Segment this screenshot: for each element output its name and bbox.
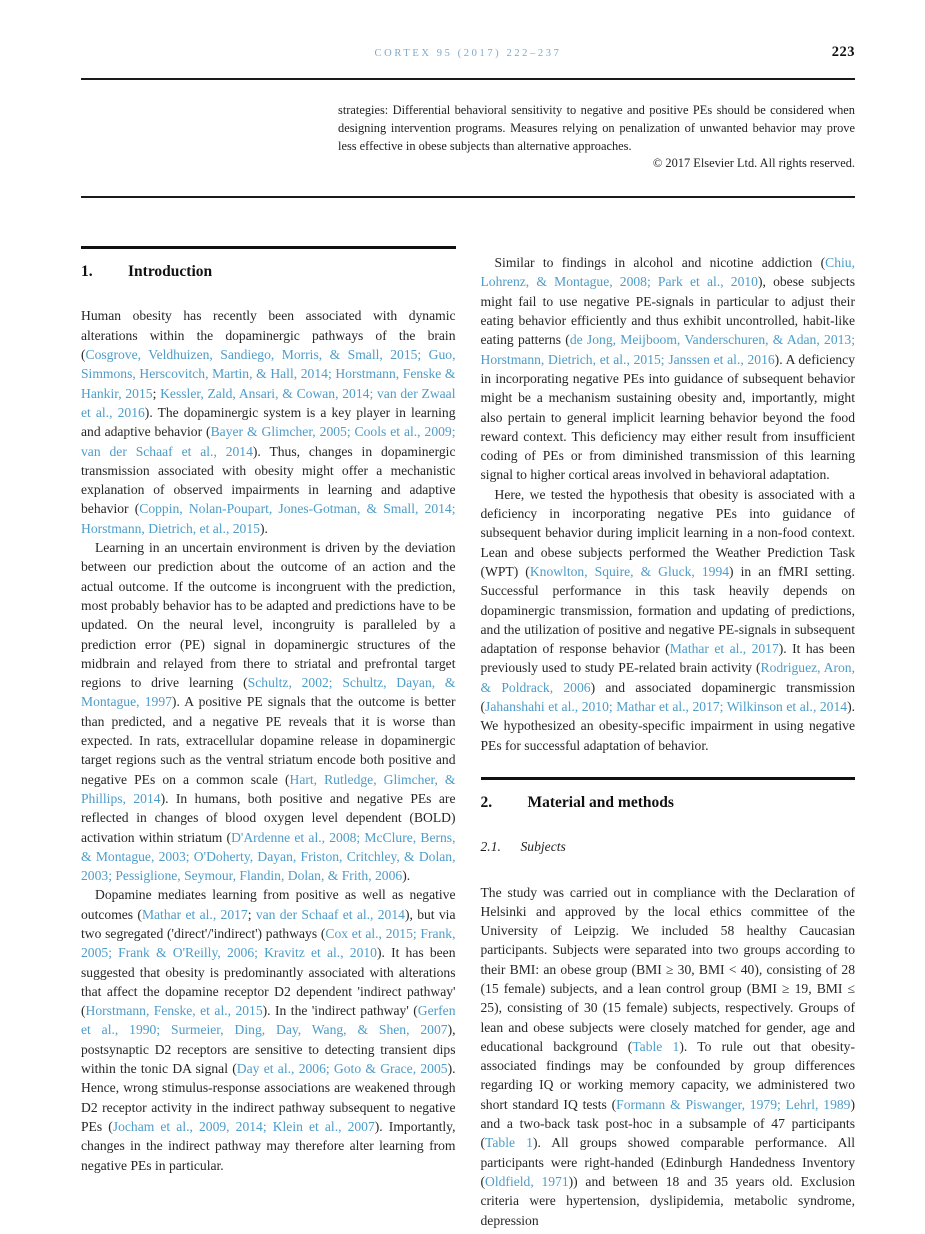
citation-link[interactable]: Mathar et al., 2017 [141,906,248,922]
paragraph [81,885,456,1174]
page-header [81,44,855,64]
section-title: Material and methods [527,793,674,811]
page-number: 223 [831,44,855,60]
section-title: Introduction [128,263,213,281]
citation-link[interactable]: de Jong, Meijboom, Vanderschuren, & Adan, 2013; Horstmann, Dietrich, et al., 2015; Janssen et al., 2016 [480,332,855,367]
text-run: The study was carried out in compliance with the Declaration of Helsinki and approved by the local ethics committee of the University of Leipzig. We included 58 healthy Caucasian participants. Subjects were separated into two groups according to their BMI: an obese group (BMI ≥ 30, BMI < 40), consisting of 28 (15 female) subjects, and a lean control group (BMI ≥ 19, BMI ≤ 25), consisting of 30 (15 female) subjects, respectively. Groups of lean and obese subjects were closely matched for gender, age and educational background ( [480,884,855,1054]
text-run: ). Thus, changes in dopaminergic transmission associated with obesity might offer a mechanistic explanation of observed impairments in learning and adaptive behavior ( [81,443,456,517]
section-number: 2.1. [480,839,501,855]
abstract-text: strategies: Differential behavioral sensitivity to negative and positive PEs should be considered when designing intervention programs. Measures relying on penalization of unwanted behavior may prove less effective in obese subjects than alternative approaches. [338,103,855,153]
citation-link[interactable]: Hart, Rutledge, Glimcher, & Phillips, 2014 [81,771,456,806]
text-run: ; [152,385,161,401]
paragraph [481,883,856,1230]
paragraph [81,306,456,538]
citation-link[interactable]: van der Schaaf et al., 2014 [255,906,405,922]
text-run: ). [402,868,411,884]
text-run: ). [259,520,268,536]
section-number: 1. [81,263,93,281]
abstract-rule [81,196,855,198]
text-run: ) and associated dopaminergic transmission ( [480,679,855,715]
text-run: ). A positive PE signals that the outcome is better than predicted, and a negative PE reveals that it is worse than expected. In rats, extracellular dopamine release in dopaminergic target regions such as the ventral striatum encode both positive and negative PEs on a common scale ( [81,694,456,787]
left-column [81,246,456,1175]
paragraph [481,485,856,755]
text-run: ), obese subjects might fail to use negative PE-signals in particular to adjust their eating behavior efficiently and thus exhibit uncontrolled, habit-like eating patterns ( [480,274,856,348]
citation-link[interactable]: Horstmann, Fenske, et al., 2015 [85,1003,263,1019]
text-run: ). To rule out that obesity-associated findings may be confounded by group differences regarding IQ or working memory capacity, we administered two short standard IQ tests ( [480,1038,855,1112]
text-run: ). A deficiency in incorporating negative PEs into guidance of subsequent behavior might be a mechanism sustaining obesity and, importantly, might also pertain to general implicit learning behavior beyond the food reward context. This deficiency may either result from insufficient coding of PEs or from diminished transmission of this learning signal to higher cortical areas involved in behavioral adaptation. [480,351,855,483]
text-run: ). In humans, both positive and negative PEs are reflected in changes of blood oxygen level dependent (BOLD) activation within striatum ( [81,790,456,845]
citation-link[interactable]: Cox et al., 2015; Frank, 2005; Frank & O'Reilly, 2006; Kravitz et al., 2010 [81,925,456,961]
citation-link[interactable]: Kessler, Zald, Ansari, & Cowan, 2014; van der Zwaal et al., 2016 [81,385,456,420]
text-run: ). Importantly, changes in the indirect pathway may therefore alter learning from negative PEs in particular. [81,1118,456,1173]
text-run: ). In the 'indirect pathway' ( [262,1003,418,1019]
citation-link[interactable]: Table 1 [485,1135,533,1151]
text-run: Learning in an uncertain environment is driven by the deviation between our prediction about the outcome of an action and the actual outcome. If the outcome is incongruent with the prediction, most probably behavior has to be adapted and predictions have to be updated. On the neural level, incongruity is paralleled by a prediction error (PE) signal in dopaminergic structures of the midbrain and relayed from there to striatal and prefrontal target regions to drive learning ( [81,540,456,691]
text-run: ). We hypothesized an obesity-specific impairment in using negative PEs for successful adaptation of behavior. [480,699,855,753]
text-run: Dopamine mediates learning from positive as well as negative outcomes ( [81,887,456,922]
citation-link[interactable]: Day et al., 2006; Goto & Grace, 2005 [236,1061,448,1077]
article-body [81,246,855,1230]
subsection-heading [481,837,856,856]
text-run: ). It has been suggested that obesity is predominantly associated with alterations that affect the dopamine receptor D2 dependent 'indirect pathway' ( [81,945,456,1019]
right-column [481,246,856,1230]
citation-link[interactable]: Schultz, 2002; Schultz, Dayan, & Montague, 1997 [81,675,456,710]
text-run: ), but via two segregated ('direct'/'indirect') pathways ( [81,906,456,941]
citation-link[interactable]: Knowlton, Squire, & Gluck, 1994 [529,563,730,579]
text-run: Here, we tested the hypothesis that obesity is associated with a deficiency in incorporating negative PEs into guidance of subsequent behavior during implicit learning in a non-food context. Lean and obese subjects performed the Weather Prediction Task (WPT) ( [480,486,855,579]
citation-link[interactable]: Oldfield, 1971 [485,1173,569,1189]
copyright-line: © 2017 Elsevier Ltd. All rights reserved. [652,156,855,171]
citation-link[interactable]: Cosgrove, Veldhuizen, Sandiego, Morris, & Small, 2015; Guo, Simmons, Herscovitch, Martin, & Hall, 2014; Horstmann, Fenske & Hankir, 2015 [81,347,456,401]
text-run: Human obesity has recently been associated with dynamic alterations within the dopaminergic pathways of the brain ( [81,308,456,363]
citation-link[interactable]: Jocham et al., 2009, 2014; Klein et al., 2007 [112,1118,375,1134]
text-run: Similar to findings in alcohol and nicotine addiction ( [494,255,826,271]
header-rule [81,78,855,80]
text-run: ) in an fMRI setting. Successful performance in this task heavily depends on dopaminergic transmission, formation and updating of predictions, and the utilization of positive and negative PE-signals in subsequent adaptation of response behavior ( [480,563,855,657]
paragraph [81,538,456,885]
citation-link[interactable]: Bayer & Glimcher, 2005; Cools et al., 2009; van der Schaaf et al., 2014 [81,424,456,459]
text-run: ). All groups showed comparable performance. All participants were right-handed (Edinburgh Handedness Inventory ( [480,1135,855,1189]
section-heading [481,777,856,812]
abstract-continuation [338,102,855,173]
citation-link[interactable]: Rodriguez, Aron, & Poldrack, 2006 [480,660,855,695]
journal-reference: CORTEX 95 (2017) 222–237 [374,48,562,59]
citation-link[interactable]: Chiu, Lohrenz, & Montague, 2008; Park et al., 2010 [480,255,855,290]
citation-link[interactable]: Mathar et al., 2017 [669,641,779,657]
section-heading [81,246,456,281]
text-run: ; [247,906,256,922]
text-run: ). The dopaminergic system is a key player in learning and adaptive behavior ( [81,404,456,440]
text-run: )) and between 18 and 35 years old. Exclusion criteria were hypertension, dyslipidemia, metabolic syndrome, depression [480,1173,855,1228]
section-title: Subjects [520,839,566,855]
text-run: ). Hence, wrong stimulus-response associations are weakened through D2 receptor activity in the indirect pathway subsequent to negative PEs ( [81,1061,456,1134]
paragraph [481,253,856,485]
citation-link[interactable]: Coppin, Nolan-Poupart, Jones-Gotman, & Small, 2014; Horstmann, Dietrich, et al., 2015 [81,501,456,536]
citation-link[interactable]: Jahanshahi et al., 2010; Mathar et al., 2017; Wilkinson et al., 2014 [485,699,848,715]
text-run: ) and a two-back task post-hoc in a subsample of 47 participants ( [480,1096,856,1151]
text-run: ), postsynaptic D2 receptors are sensitive to detecting transient dips within the tonic DA signal ( [81,1022,456,1077]
section-number: 2. [480,793,493,811]
citation-link[interactable]: Formann & Piswanger, 1979; Lehrl, 1989 [616,1096,851,1112]
text-run: ). It has been previously used to study PE-related brain activity ( [480,641,855,676]
citation-link[interactable]: D'Ardenne et al., 2008; McClure, Berns, & Montague, 2003; O'Doherty, Dayan, Friston, Critchley, & Dolan, 2003; Pessiglione, Seymour, Flandin, Dolan, & Frith, 2006 [81,829,456,884]
citation-link[interactable]: Table 1 [632,1038,680,1054]
citation-link[interactable]: Gerfen et al., 1990; Surmeier, Ding, Day, Wang, & Shen, 2007 [81,1003,456,1038]
